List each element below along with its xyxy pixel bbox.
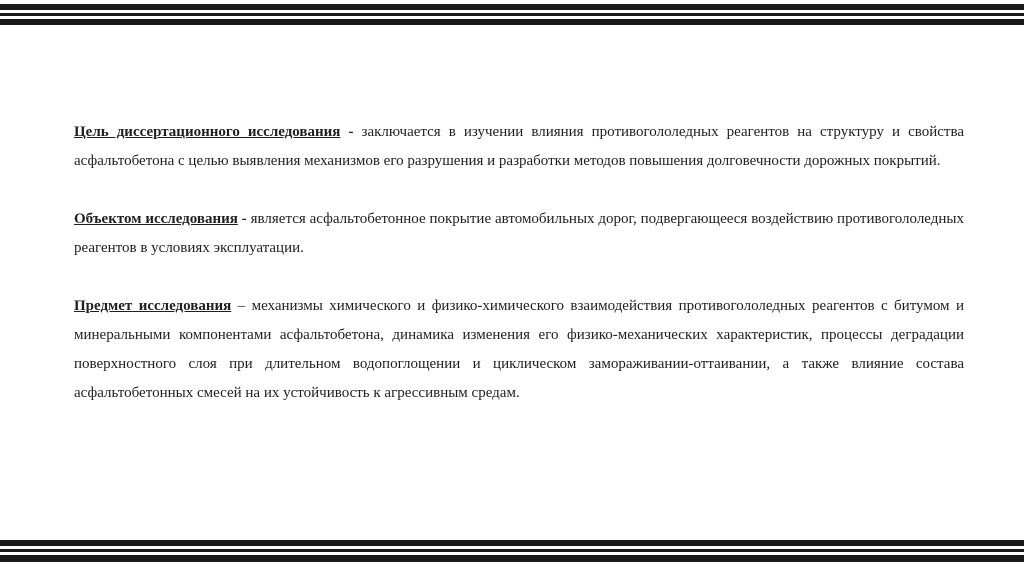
top-border-stripe — [0, 19, 1024, 25]
subject-paragraph — [74, 292, 964, 408]
goal-paragraph — [74, 118, 964, 176]
top-decorative-border — [0, 0, 1024, 32]
top-border-stripe — [0, 13, 1024, 16]
object-term: Объектом исследования — [74, 211, 238, 227]
object-paragraph — [74, 205, 964, 263]
bottom-decorative-border — [0, 540, 1024, 574]
subject-separator: – — [231, 298, 252, 314]
subject-text: механизмы химического и физико-химического взаимодействия противогололедных реагентов с битумом и минеральными компонентами асфальтобетона, динамика изменения его физико-механических характеристик, процессы деградации поверхностного слоя при длительном водопоглощении и циклическом замораживании-оттаивании, а также влияние состава асфальтобетонных смесей на их устойчивость к агрессивным средам. — [74, 298, 964, 401]
goal-term: Цель диссертационного исследования — [74, 124, 341, 140]
subject-term: Предмет исследования — [74, 298, 232, 314]
top-border-stripe — [0, 4, 1024, 10]
object-separator: - — [237, 211, 251, 227]
document-body — [74, 118, 964, 408]
bottom-border-stripe — [0, 549, 1024, 552]
bottom-border-stripe — [0, 540, 1024, 546]
goal-text: заключается в изучении влияния противогололедных реагентов на структуру и свойства асфальтобетона с целью выявления механизмов его разрушения и разработки методов повышения долговечности дорожных покрытий. — [74, 124, 964, 169]
goal-separator: - — [340, 124, 362, 140]
object-text: является асфальтобетонное покрытие автомобильных дорог, подвергающееся воздействию противогололедных реагентов в условиях эксплуатации. — [74, 211, 964, 256]
bottom-border-stripe — [0, 555, 1024, 562]
